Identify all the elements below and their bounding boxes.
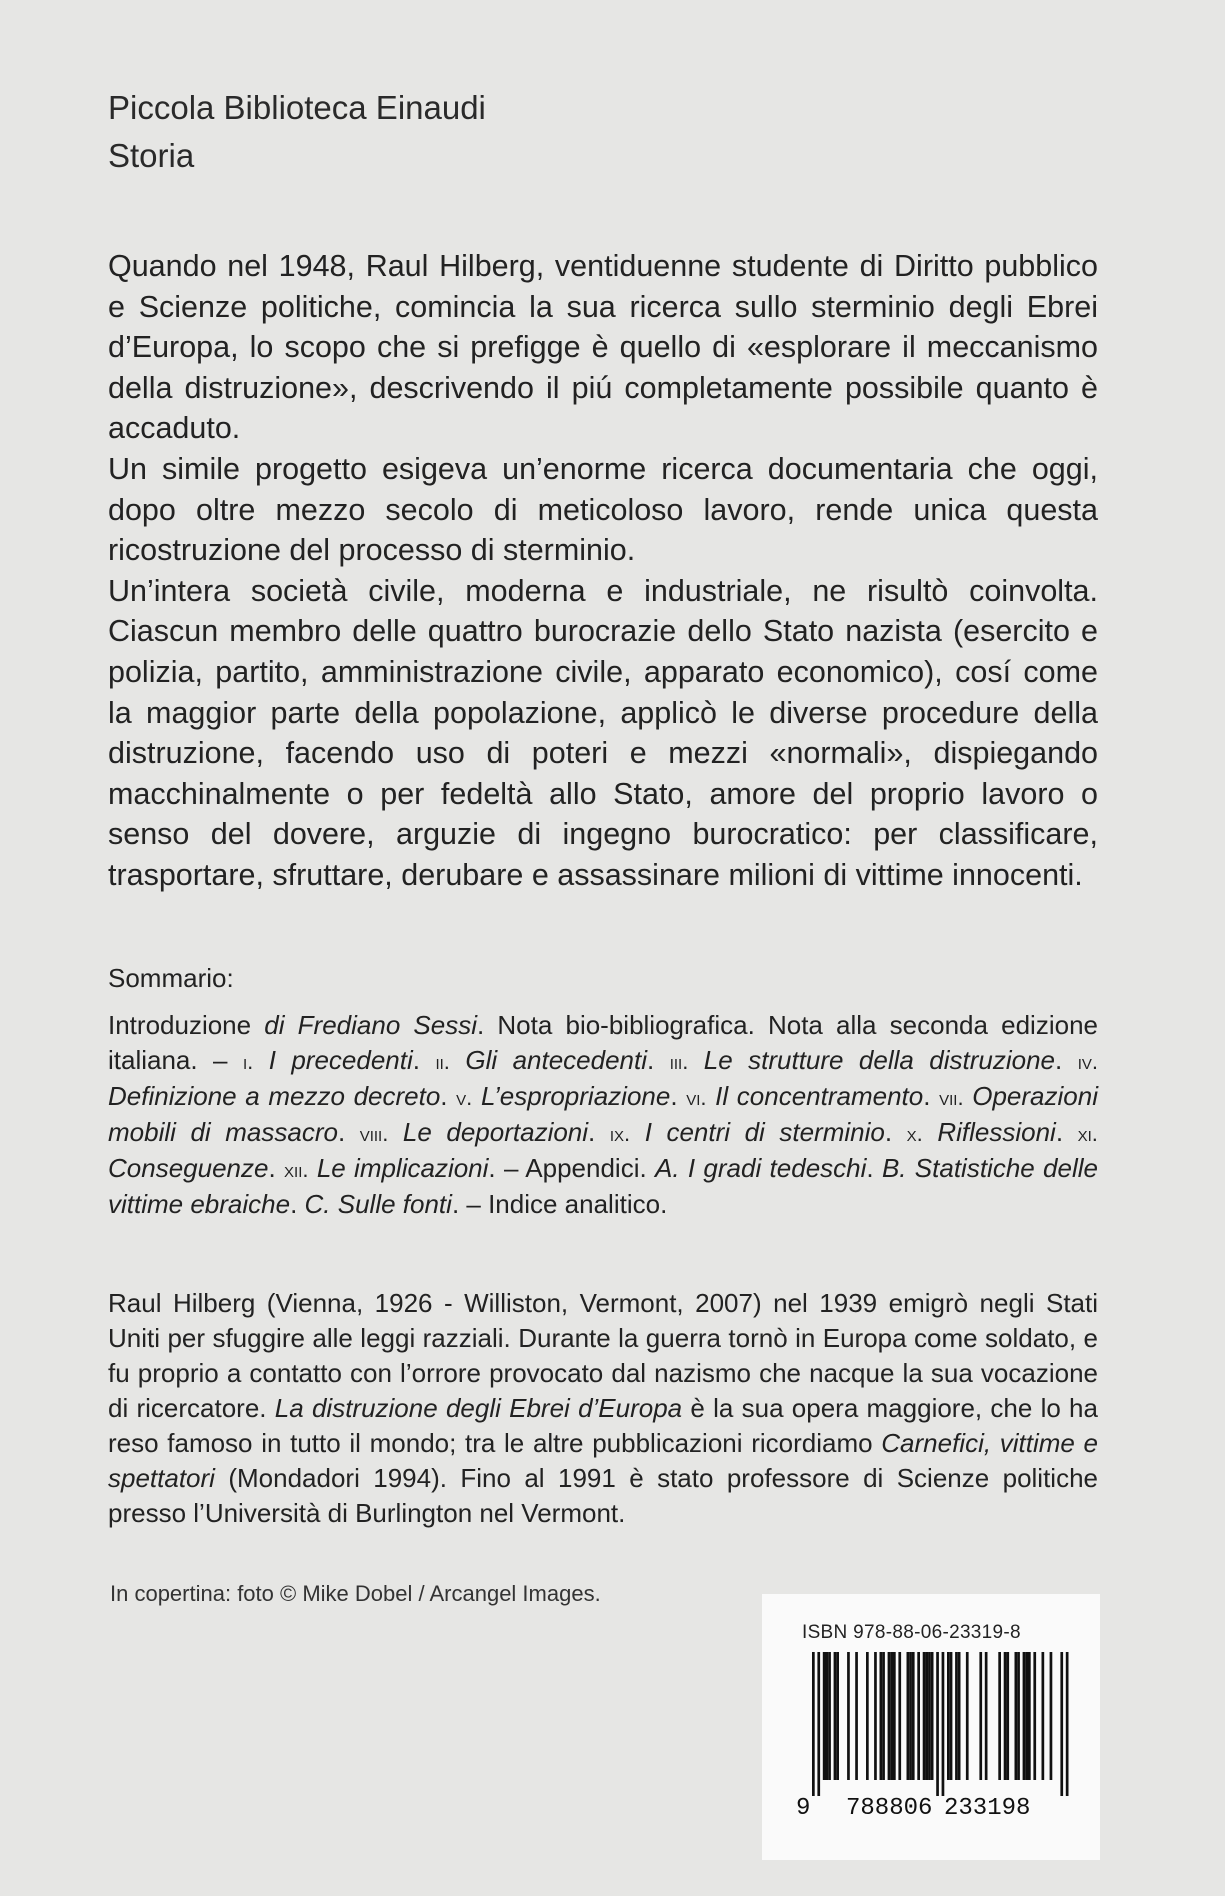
barcode-bar [931,1652,934,1780]
appendix-title: C. Sulle fonti [304,1189,452,1219]
barcode-bar [855,1652,858,1780]
ean-left-digits: 788806 [846,1795,933,1822]
barcode-bar [826,1652,829,1780]
barcode-guard-bar [812,1652,815,1796]
barcode-bar [955,1652,958,1780]
cover-credit: In copertina: foto © Mike Dobel / Arcangel Images. [110,1581,601,1606]
barcode-bar [866,1652,869,1780]
barcode-bar [890,1652,893,1780]
barcode-bar [1017,1652,1020,1780]
barcode-guard-bar [1060,1652,1063,1796]
barcode-bar [834,1652,837,1780]
barcode-bar [823,1652,826,1780]
chapter-number: vii. [939,1085,964,1110]
blurb-paragraph-3: Un’intera società civile, moderna e industriale, ne risultò coinvolta. Ciascun membro delle quattro burocrazie dello Stato nazista (esercito e polizia, partito, amministrazione civile, apparato economico), cosí come la maggior parte della popolazione, applicò le diverse procedure della distruzione, facendo uso di poteri e mezzi «normali», dispiegando macchinalmente o per fedeltà allo Stato, amore del proprio lavoro o senso del dovere, arguzie di ingegno burocratico: per classificare, trasportare, sfruttare, derubare e assassinare milioni di vittime innocenti. [108,573,1098,892]
barcode-bar [909,1652,912,1780]
barcode-bar [966,1652,969,1780]
barcode-bar [912,1652,915,1780]
series-category: Storia [108,137,195,174]
series-heading [108,84,486,180]
chapter-number: i. [242,1049,254,1074]
bio-part-3: (Mondadori 1994). Fino al 1991 è stato professore di Scienze politiche presso l’Università di Burlington nel Vermont. [108,1463,1098,1528]
blurb-paragraph-1: Quando nel 1948, Raul Hilberg, ventiduenne studente di Diritto pubblico e Scienze politiche, comincia la sua ricerca sullo sterminio degli Ebrei d’Europa, lo scopo che si prefigge è quello di «esplorare il meccanismo della distruzione», descrivendo il piú completamente possibile quanto è accaduto. [108,249,1098,446]
barcode-bar [1015,1652,1018,1780]
chapter-number: viii. [359,1121,389,1146]
barcode-bar [874,1652,877,1780]
barcode-image [762,1594,1100,1860]
barcode-bar [847,1652,850,1780]
barcode-bar [985,1652,988,1780]
bio-title-2: Carnefici, vittime e spettatori [108,1428,1098,1493]
barcode-bar [893,1652,896,1780]
barcode-bar [1028,1652,1031,1780]
chapter-title: Le strutture della distruzione [703,1045,1056,1075]
chapter-number: x. [906,1121,923,1146]
summary-body [108,1008,1098,1222]
summary-intro-author: di Frediano Sessi [264,1010,478,1040]
summary-intro-prefix: Introduzione [108,1010,265,1040]
bio-part-1: Raul Hilberg (Vienna, 1926 - Williston, Vermont, 2007) nel 1939 emigrò negli Stati Uniti per sfuggire alle leggi razziali. Durante la guerra tornò in Europa come soldato, e fu proprio a contatto con l’orrore provocato dal nazismo che nacque la sua vocazione di ricercatore. [108,1288,1098,1423]
barcode-bar [998,1652,1001,1780]
chapter-title: I precedenti [268,1045,413,1075]
appendix-title: B. Statistiche delle vittime ebraiche [108,1153,1098,1219]
bio-title-1: La distruzione degli Ebrei d’Europa [274,1393,683,1423]
chapter-number: xi. [1077,1121,1098,1146]
barcode-bar [1042,1652,1045,1780]
summary-notes: . Nota bio-bibliografica. Nota alla seconda edizione italiana. – [108,1010,1098,1075]
barcode-bar [828,1652,831,1780]
summary-index: . – Indice analitico. [451,1189,668,1219]
chapter-title: Conseguenze [108,1153,269,1183]
chapter-title: Le deportazioni [402,1117,589,1147]
chapter-number: vi. [686,1085,707,1110]
barcode-bar [1006,1652,1009,1780]
barcode-bar [882,1652,885,1780]
barcode-bar [898,1652,901,1780]
series-name: Piccola Biblioteca Einaudi [108,89,486,126]
blurb [108,246,1098,896]
barcode-bar [1050,1652,1053,1780]
chapter-number: ix. [609,1121,631,1146]
barcode-bar [925,1652,928,1780]
ean-right-digits: 233198 [944,1795,1031,1822]
barcode-bar [979,1652,982,1780]
chapter-number: iii. [669,1049,689,1074]
chapter-title: Il concentramento [715,1081,924,1111]
barcode-bar [888,1652,891,1780]
summary [108,961,1098,1222]
chapter-title: L’espropriazione [480,1081,671,1111]
chapter-title: Gli antecedenti [465,1045,648,1075]
summary-label: Sommario: [108,963,234,993]
summary-appendix-list: A. I gradi tedeschi. B. Statistiche delle vittime ebraiche. C. Sulle fonti [108,1153,1098,1219]
chapter-title: Le implicazioni [316,1153,489,1183]
barcode-bar [923,1652,926,1780]
summary-chapter-list: i. I precedenti. ii. Gli antecedenti. iii. Le strutture della distruzione. iv. Definizione a mezzo decreto. v. L’espropriazione. vi. Il concentramento. vii. Operazioni mobili di massacro. viii. Le deportazioni. ix. I centri di sterminio. x. Riflessioni. xi. Conseguenze. xii. Le implicazioni. [108,1045,1098,1183]
blurb-paragraph-2: Un simile progetto esigeva un’enorme ricerca documentaria che oggi, dopo oltre mezzo secolo di meticoloso lavoro, rende unica questa ricostruzione del processo di sterminio. [108,451,1098,568]
chapter-title: Operazioni mobili di massacro [108,1081,1098,1147]
appendix-title: A. I gradi tedeschi [655,1153,867,1183]
barcode-bar [950,1652,953,1780]
author-bio [108,1286,1098,1531]
chapter-number: ii. [435,1049,450,1074]
barcode-bar [947,1652,950,1780]
barcode-guard-bar [936,1652,939,1796]
barcode-guard-bar [817,1652,820,1796]
barcode-guard-bar [942,1652,945,1796]
isbn-label: ISBN 978-88-06-23319-8 [802,1622,1021,1643]
chapter-title: Definizione a mezzo decreto [108,1081,441,1111]
barcode-bar [880,1652,883,1780]
barcode-bar [1023,1652,1026,1780]
summary-appendix-label: – Appendici. [495,1153,656,1183]
barcode-bar [1004,1652,1007,1780]
chapter-number: v. [456,1085,473,1110]
barcode-bar [958,1652,961,1780]
barcode-bar [1033,1652,1036,1780]
barcode-bar [836,1652,839,1780]
barcode-bars [812,1652,1069,1796]
barcode-bar [917,1652,920,1780]
barcode-bar [907,1652,910,1780]
barcode-panel [762,1594,1100,1860]
chapter-title: Riflessioni [937,1117,1056,1147]
chapter-number: iv. [1077,1049,1098,1074]
chapter-number: xii. [284,1157,309,1182]
ean-first-digit: 9 [796,1795,811,1822]
barcode-guard-bar [1066,1652,1069,1796]
barcode-bar [1025,1652,1028,1780]
bio-part-2: è la sua opera maggiore, che lo ha reso famoso in tutto il mondo; tra le altre pubblicazioni ricordiamo [108,1393,1098,1458]
chapter-title: I centri di sterminio [644,1117,885,1147]
barcode-bar [928,1652,931,1780]
